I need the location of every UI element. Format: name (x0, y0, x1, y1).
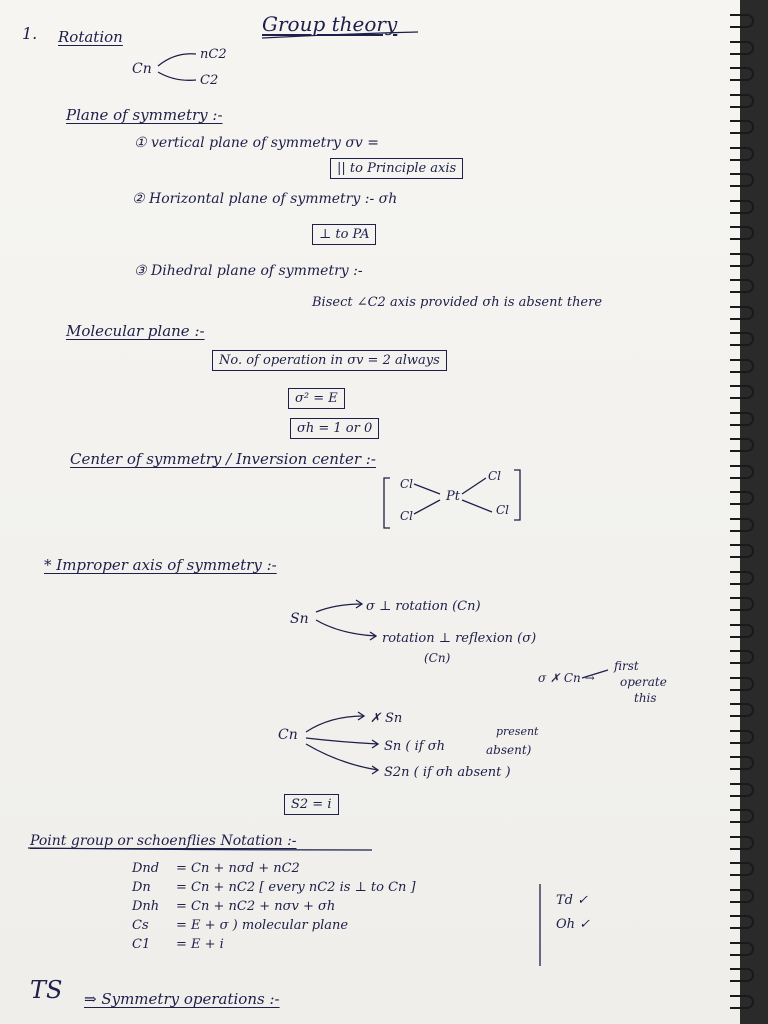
improper-heading: * Improper axis of symmetry :- (44, 556, 277, 574)
improper-s2-box: S2 = i (284, 794, 339, 815)
spiral-ring (730, 836, 754, 850)
complex-pt: Pt (446, 489, 460, 504)
spiral-ring (730, 995, 754, 1009)
spiral-ring (730, 703, 754, 717)
rotation-heading: Rotation (58, 28, 123, 46)
spiral-ring (730, 624, 754, 638)
spiral-ring (730, 677, 754, 691)
point-group-row-label: Dnh (132, 899, 160, 914)
molecular-box-sigma-h: σh = 1 or 0 (290, 418, 379, 439)
point-group-row-equation: = Cn + nσd + nC2 (176, 861, 300, 876)
spiral-ring (730, 41, 754, 55)
spiral-ring (730, 306, 754, 320)
point-group-heading: Point group or schoenflies Notation :- (30, 833, 297, 849)
improper-case-3: S2n ( if σh absent ) (384, 765, 511, 780)
spiral-ring (730, 120, 754, 134)
improper-case-2-absent: absent) (486, 743, 532, 757)
spiral-ring (730, 438, 754, 452)
improper-sn: Sn (290, 611, 309, 627)
center-heading: Center of symmetry / Inversion center :- (70, 450, 376, 468)
improper-branch-2-sub: (Cn) (424, 651, 451, 665)
plane-item-dihedral: ③ Dihedral plane of symmetry :- (134, 263, 363, 279)
spiral-ring (730, 889, 754, 903)
improper-note-left: σ ✗ Cn → (538, 671, 595, 685)
improper-note-right-2: operate (620, 675, 667, 689)
spiral-ring (730, 279, 754, 293)
point-group-row-equation: = Cn + nC2 [ every nC2 is ⊥ to Cn ] (176, 880, 416, 895)
molecular-box-sigma-squared: σ² = E (288, 388, 345, 409)
spiral-ring (730, 173, 754, 187)
point-group-row-equation: = E + i (176, 937, 224, 952)
point-group-row-label: Dn (132, 880, 151, 895)
plane-heading: Plane of symmetry :- (66, 106, 223, 124)
improper-case-2: Sn ( if σh (384, 739, 445, 754)
spiral-ring (730, 14, 754, 28)
rotation-branch-top: nC2 (200, 47, 227, 62)
plane-item-horizontal: ② Horizontal plane of symmetry :- σh (132, 191, 398, 207)
spiral-ring (730, 756, 754, 770)
spiral-ring (730, 518, 754, 532)
spiral-ring (730, 200, 754, 214)
complex-cl-top-left: Cl (400, 477, 414, 491)
point-group-row-label: C1 (132, 937, 151, 952)
improper-branch-1: σ ⊥ rotation (Cn) (366, 599, 481, 614)
spiral-ring (730, 147, 754, 161)
improper-branch-2: rotation ⊥ reflexion (σ) (382, 631, 537, 646)
improper-case-1: ✗ Sn (370, 711, 403, 726)
molecular-box-operations: No. of operation in σv = 2 always (212, 350, 447, 371)
spiral-ring (730, 730, 754, 744)
spiral-ring (730, 67, 754, 81)
complex-cl-bottom-left: Cl (400, 509, 414, 523)
section-number: 1. (22, 24, 38, 43)
plane-item-vertical-box: || to Principle axis (330, 158, 463, 179)
spiral-ring (730, 226, 754, 240)
point-group-row-equation: = E + σ ) molecular plane (176, 918, 349, 933)
molecular-plane-heading: Molecular plane :- (66, 322, 205, 340)
spiral-ring (730, 571, 754, 585)
notebook-spiral-binding (740, 0, 768, 1024)
spiral-ring (730, 544, 754, 558)
spiral-ring (730, 332, 754, 346)
improper-cn: Cn (278, 727, 298, 743)
footer-mark: TS (30, 976, 63, 1004)
spiral-ring (730, 412, 754, 426)
spiral-ring (730, 809, 754, 823)
point-group-row-equation: = Cn + nC2 + nσv + σh (176, 899, 336, 914)
spiral-ring (730, 968, 754, 982)
plane-item-horizontal-box: ⊥ to PA (312, 224, 376, 245)
rotation-branch-bottom: C2 (200, 73, 219, 88)
point-group-row-label: Dnd (132, 861, 160, 876)
page-title: Group theory (262, 12, 398, 36)
improper-note-right-1: first (614, 659, 639, 673)
spiral-ring (730, 94, 754, 108)
point-group-side-td: Td ✓ (556, 893, 589, 908)
spiral-ring (730, 385, 754, 399)
point-group-side-oh: Oh ✓ (556, 917, 591, 932)
plane-item-vertical: ① vertical plane of symmetry σv = (134, 135, 379, 151)
footer-symmetry-operations: ⇒ Symmetry operations :- (84, 990, 280, 1008)
spiral-ring (730, 359, 754, 373)
spiral-ring (730, 491, 754, 505)
spiral-ring (730, 942, 754, 956)
rotation-cn: Cn (132, 61, 152, 77)
spiral-ring (730, 465, 754, 479)
point-group-row-label: Cs (132, 918, 149, 933)
complex-cl-bottom-right: Cl (496, 503, 510, 517)
spiral-ring (730, 650, 754, 664)
improper-case-2-present: present (496, 725, 539, 738)
spiral-ring (730, 862, 754, 876)
plane-item-dihedral-note: Bisect ∠C2 axis provided σh is absent there (312, 295, 603, 310)
complex-cl-top-right: Cl (488, 469, 502, 483)
improper-note-right-3: this (634, 691, 657, 705)
spiral-ring (730, 597, 754, 611)
spiral-ring (730, 783, 754, 797)
spiral-ring (730, 915, 754, 929)
spiral-ring (730, 253, 754, 267)
